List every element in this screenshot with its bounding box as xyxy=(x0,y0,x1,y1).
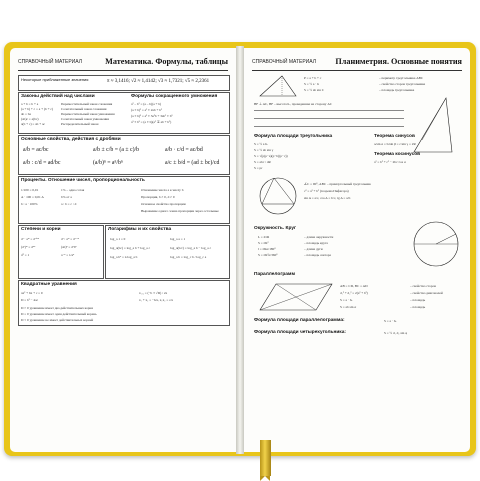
law-name: Распределительный закон xyxy=(61,122,99,126)
tri-formula: S = ½ ab sin C xyxy=(304,88,324,92)
law-name: Переместительный закон умножения xyxy=(61,112,115,116)
para-title: Параллелограмм xyxy=(254,272,296,277)
law-formula: (ab)c = a(bc) xyxy=(21,117,39,121)
log-formula: log_a bⁿ = n log_a b xyxy=(110,255,138,259)
laws-box xyxy=(18,92,230,134)
fraction-formula: a/b = ac/bc xyxy=(23,147,49,153)
law-formula: (a + b) + c = a + (b + c) xyxy=(21,107,53,111)
log-title: Логарифмы и их свойства xyxy=(108,227,172,232)
circle-note: – площадь круга xyxy=(304,241,328,245)
left-page xyxy=(10,48,236,452)
tri-formula: S = ½ a · h xyxy=(304,82,319,86)
header-tag: СПРАВОЧНЫЙ МАТЕРИАЛ xyxy=(18,59,82,65)
rhomb-formula: S = a · hₐ xyxy=(384,319,397,323)
fraction-formula: a/c ± b/d = (ad ± bc)/cd xyxy=(165,160,220,166)
tri-note: – площадь треугольника xyxy=(379,88,415,92)
circle-note: – площадь сектора xyxy=(304,253,331,257)
circle-note: – длина окружности xyxy=(304,235,334,239)
area-formula: S = √(p(p−a)(p−b)(p−c)) xyxy=(254,154,288,158)
quad-note: D > 0 уравнение имеет два действительных корня xyxy=(21,306,93,310)
quad-formula: D = b² − 4ac xyxy=(21,298,39,302)
tri-note: – периметр треугольника ABC xyxy=(379,76,424,80)
percent-note: Отношение числа a к числу b xyxy=(141,188,184,192)
cosines-formula: a² = b² + c² − 2bc·cos α xyxy=(374,160,406,164)
median-text: BF ⊥ AC, BF – высота hₐ, проведенная на сторону AC xyxy=(254,102,333,106)
circle-note: – длина дуги xyxy=(304,247,323,251)
fraction-formula: a/b : c/d = ad/bc xyxy=(23,160,61,166)
approx-box xyxy=(18,75,230,91)
sines-formula: a/sin α = b/sin β = c/sin γ = 2R xyxy=(374,142,416,146)
right-page xyxy=(244,48,470,452)
law-name: Сочетательный закон сложения xyxy=(61,107,107,111)
powers-box xyxy=(18,225,104,279)
law-formula: a(b + c) = ab + ac xyxy=(21,122,45,126)
log-formula: log_a b = log_c b / log_c a xyxy=(170,255,207,259)
fraction-formula: a/b · c/d = ac/bd xyxy=(165,147,203,153)
log-formula: log_a 1 = 0 xyxy=(110,237,126,241)
power-formula: aⁿ : aᵐ = aⁿ⁻ᵐ xyxy=(61,237,79,241)
law-name: Сочетательный закон умножения xyxy=(61,117,109,121)
divider xyxy=(254,126,404,127)
area-formula: S = pr xyxy=(254,166,263,170)
short-mult-title: Формулы сокращенного умножения xyxy=(131,94,218,99)
percent-title: Проценты. Отношение чисел, пропорциональность xyxy=(21,178,145,183)
quad-formula: ax² + bx + c = 0 xyxy=(21,291,43,295)
short-mult-formula: a² – b² = (a – b)(a + b) xyxy=(131,102,162,106)
approx-values: π ≈ 3,1416; √2 ≈ 1,4142; √3 ≈ 1,7321; √5 ≈ 2,2361 xyxy=(107,79,210,84)
quad-title: Квадратные уравнения xyxy=(21,282,77,287)
quad-formula: x₁ + x₂ = −b/a, x₁x₂ = c/a xyxy=(139,298,174,302)
para-note: – свойство сторон xyxy=(410,284,437,288)
power-formula: (aⁿ)ᵐ = aⁿᵐ xyxy=(21,245,36,249)
triangle-diagram xyxy=(258,74,298,98)
percent-formula: a : b = c : d xyxy=(61,202,77,206)
page-title: Планиметрия. Основные понятия xyxy=(335,57,462,66)
powers-title: Степени и корни xyxy=(21,227,61,232)
law-formula: a + b = b + a xyxy=(21,102,39,106)
quad-note: D < 0 уравнение не имеет действительных корней xyxy=(21,318,94,322)
short-mult-formula: (a ± b)³ = a³ ± 3a²b + 3ab² ± b³ xyxy=(131,114,173,118)
area-title: Формула площади треугольника xyxy=(254,134,333,139)
percent-note: Пропорция, b ≠ 0, d ≠ 0 xyxy=(141,195,175,199)
quad-box xyxy=(18,280,230,326)
parallelogram-diagram xyxy=(258,280,334,314)
log-formula: log_a(bc) = log_a b + log_a c xyxy=(110,246,151,250)
percent-formula: 1/100 = 0,01 xyxy=(21,188,39,192)
percent-formula: A · 100 = 0,01 A xyxy=(21,195,44,199)
fractions-box xyxy=(18,135,230,175)
para-formula: S = a · hₐ xyxy=(340,298,353,302)
divider xyxy=(254,110,404,111)
percent-note: Выражение одного члена пропорции через остальные xyxy=(141,209,219,213)
percent-note: Основное свойство пропорции xyxy=(141,202,186,206)
header-tag: СПРАВОЧНЫЙ МАТЕРИАЛ xyxy=(252,59,316,65)
circle-formula: S = πR²α/360° xyxy=(258,253,278,257)
laws-title: Законы действий над числами xyxy=(21,94,95,99)
left-page-header xyxy=(18,58,228,71)
power-formula: (ab)ⁿ = aⁿbⁿ xyxy=(61,245,77,249)
bookmark-ribbon xyxy=(260,440,271,476)
power-formula: aⁿ · aᵐ = aⁿ⁺ᵐ xyxy=(21,237,40,241)
inscribed-triangle-diagram xyxy=(258,176,298,216)
short-mult-formula: (a ± b)² = a² ± 2ab + b² xyxy=(131,108,162,112)
approx-title: Некоторые приближенные значения xyxy=(21,77,89,82)
power-formula: a⁻ⁿ = 1/aⁿ xyxy=(61,253,75,257)
power-formula: a⁰ = 1 xyxy=(21,253,30,257)
rhomb-title: Формула площади параллелограмма: xyxy=(254,318,345,323)
circle-title: Окружность. Круг xyxy=(254,226,296,231)
cosines-title: Теорема косинусов xyxy=(374,152,421,157)
area-formula: S = abc / 4R xyxy=(254,160,271,164)
quad-area-formula: S = ½ d₁ d₂ sin φ xyxy=(384,331,408,335)
sines-title: Теорема синусов xyxy=(374,134,415,139)
tri-formula: P = a + b + c xyxy=(304,76,322,80)
quad-area-title: Формула площади четырехугольника: xyxy=(254,330,346,335)
circle-formula: l = πRα/180° xyxy=(258,247,276,251)
log-formula: log_a(b/c) = log_a b − log_a c xyxy=(170,246,212,250)
para-note: – площадь xyxy=(410,298,426,302)
law-name: Переместительный закон сложения xyxy=(61,102,113,106)
para-formula: d₁² + d₂² = 2(a² + b²) xyxy=(340,291,368,295)
fraction-formula: (a/b)ⁿ = aⁿ/bⁿ xyxy=(93,160,123,166)
circle-formula: L = 2πR xyxy=(258,235,270,239)
tri-note: – свойство сторон треугольника xyxy=(379,82,426,86)
para-formula: AB = CD, BC = AD xyxy=(340,284,368,288)
short-mult-formula: a³ ± b³ = (a ± b)(a² ∓ ab + b²) xyxy=(131,120,172,124)
para-note: – свойство диагоналей xyxy=(410,291,443,295)
circle-formula: S = πR² xyxy=(258,241,269,245)
page-title: Математика. Формулы, таблицы xyxy=(105,57,228,66)
quad-formula: x₁,₂ = (−b ± √D) / 2a xyxy=(139,291,168,295)
law-formula: ab = ba xyxy=(21,112,32,116)
percent-formula: 1% – одна сотая xyxy=(61,188,85,192)
percent-formula: b% от a xyxy=(61,195,72,199)
para-note: – площадь xyxy=(410,305,426,309)
right-tri-text: sin A = a/c, cos A = b/c, tg A = a/b xyxy=(304,196,351,200)
quad-note: D = 0 уравнение имеет один действительный корень xyxy=(21,312,97,316)
right-triangle-diagram xyxy=(412,96,454,154)
para-formula: S = ab sin α xyxy=(340,305,357,309)
circle-diagram xyxy=(412,220,460,268)
notebook-spine xyxy=(236,46,244,454)
area-formula: S = ½ a hₐ xyxy=(254,142,268,146)
fraction-formula: a/b ± c/b = (a ± c)/b xyxy=(93,147,140,153)
percent-formula: b : a · 100% xyxy=(21,202,38,206)
percent-box xyxy=(18,176,230,224)
right-tri-text: c² = a² + b² (теорема Пифагора) xyxy=(304,189,349,193)
right-page-header xyxy=(252,58,462,71)
divider xyxy=(254,118,404,119)
area-formula: S = ½ ab sin γ xyxy=(254,148,274,152)
right-tri-text: ∠C = 90°, ABC – прямоугольный треугольник xyxy=(304,182,371,186)
fractions-title: Основные свойства, действия с дробями xyxy=(21,137,121,142)
log-formula: log_a a = 1 xyxy=(170,237,186,241)
log-box xyxy=(105,225,230,279)
